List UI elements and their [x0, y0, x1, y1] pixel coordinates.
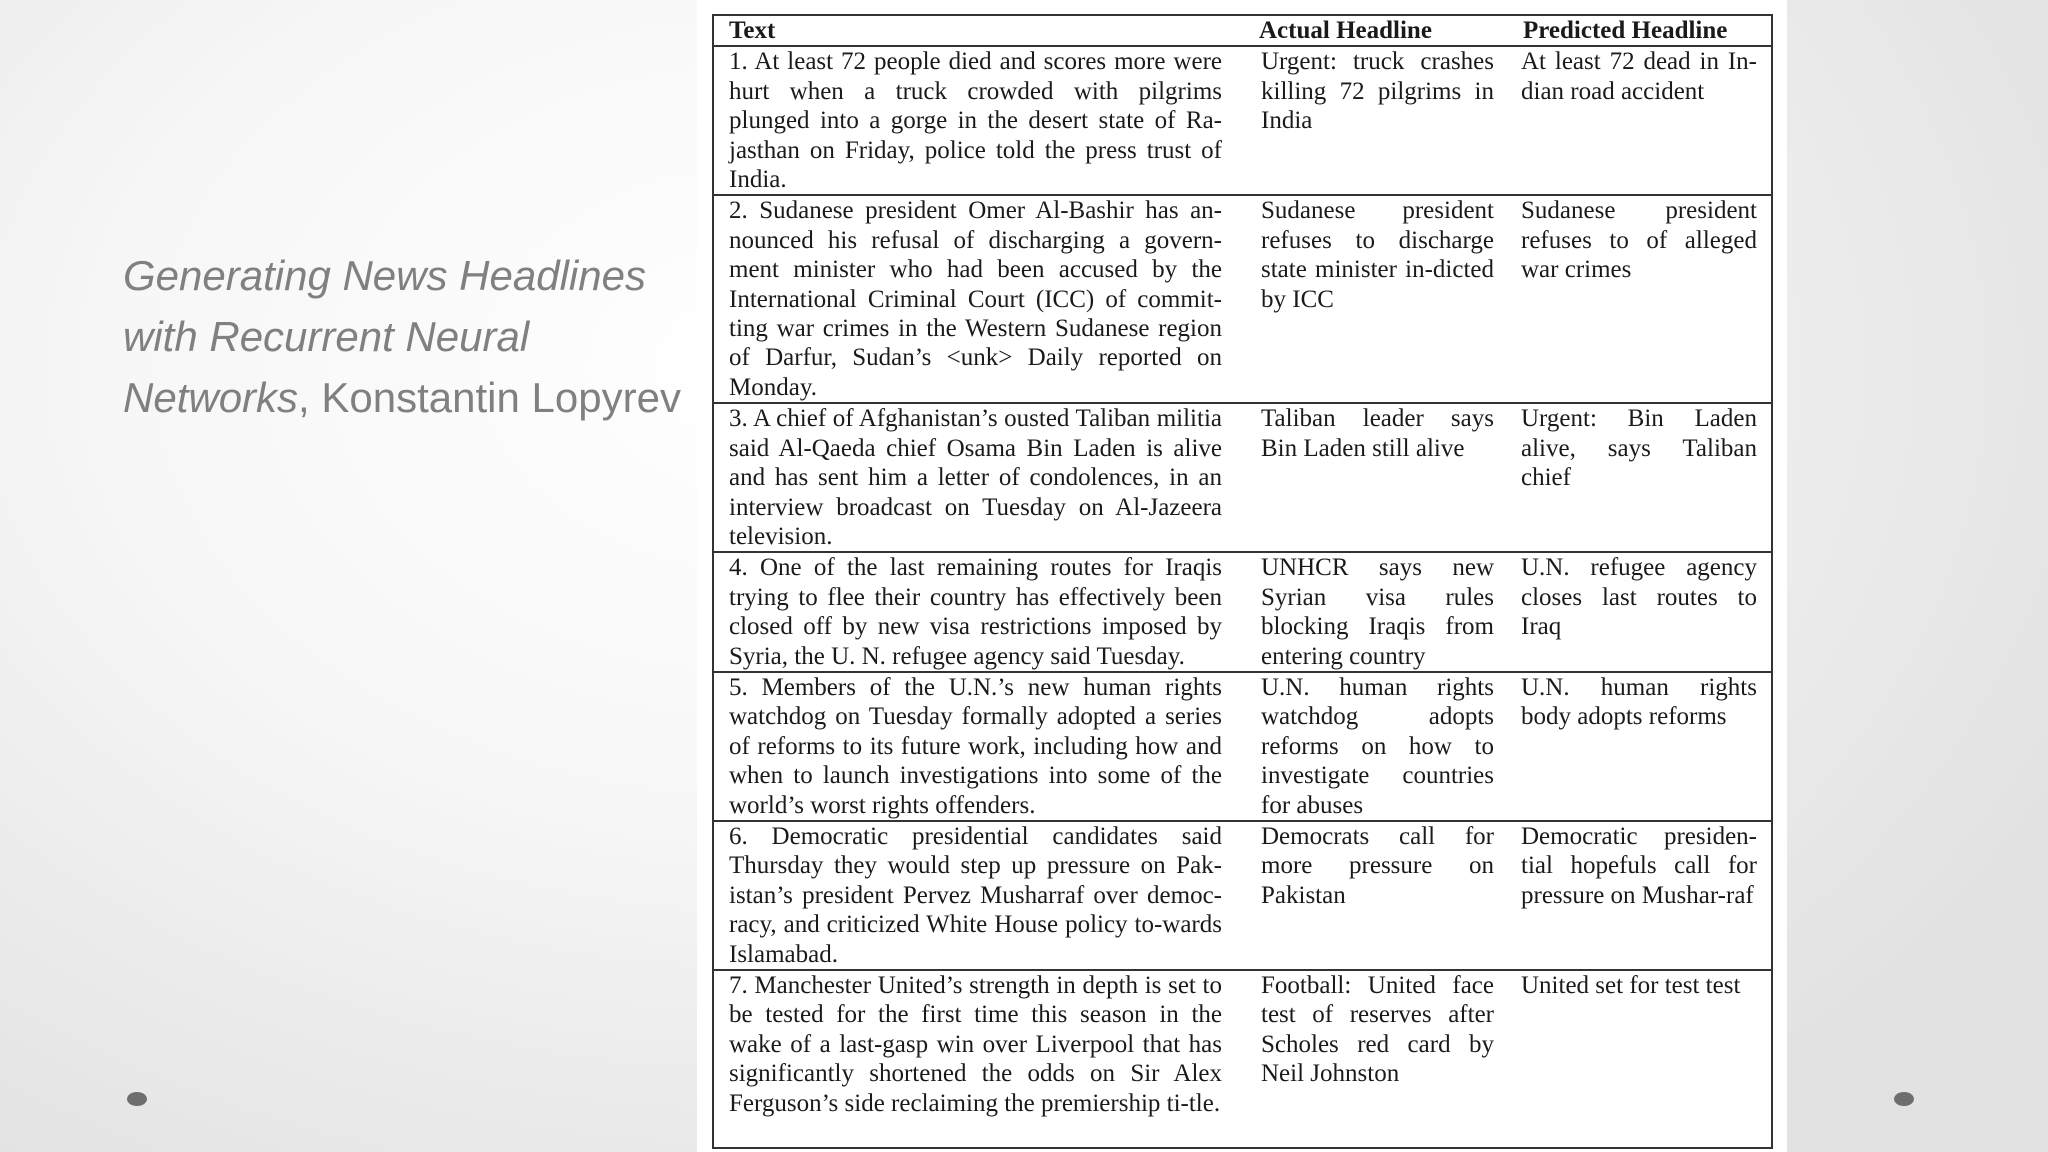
- predicted-headline-cell: United set for test test: [1521, 972, 1741, 999]
- actual-headline-cell: Urgent: truck crashes killing 72 pilgrims in India: [1244, 46, 1508, 195]
- article-text-cell: 6. Democratic presidential candidates said Thursday they would step up pressure on Pak-istan’s president Pervez Musharraf over democ-racy, and criticized White House policy to-wards Islamabad.: [713, 821, 1244, 970]
- header-predicted-headline: Predicted Headline: [1508, 15, 1772, 46]
- article-text-cell: 2. Sudanese president Omer Al-Bashir has an-nounced his refusal of discharging a govern-ment minister who had been accused by the International Criminal Court (ICC) of commit-ting war crimes in the Western Sudanese region of Darfur, Sudan’s <unk> Daily reported on Monday.: [713, 195, 1244, 403]
- paper-title: Generating News Headlines with Recurrent Neural Networks: [123, 252, 646, 421]
- actual-headline-cell: Sudanese president refuses to discharge state minister in-dicted by ICC: [1244, 195, 1508, 403]
- predicted-headline-cell: At least 72 dead in In-dian road accident: [1508, 46, 1772, 195]
- article-text-cell: 1. At least 72 people died and scores more were hurt when a truck crowded with pilgrims plunged into a gorge in the desert state of Ra-jasthan on Friday, police told the press trust of India.: [713, 46, 1244, 195]
- predicted-headline-cell: U.N. refugee agency closes last routes to Iraq: [1508, 552, 1772, 672]
- table-row: [713, 970, 1772, 1148]
- predicted-headline-cell: Democratic presiden-tial hopefuls call for pressure on Mushar-raf: [1508, 821, 1772, 970]
- actual-headline-cell: Democrats call for more pressure on Pakistan: [1244, 821, 1508, 970]
- slide-nav-dot-right: [1894, 1092, 1914, 1106]
- slide-nav-dot-left: [127, 1092, 147, 1106]
- table-row: [713, 821, 1772, 970]
- predicted-headline-cell: U.N. human rights body adopts reforms: [1508, 672, 1772, 821]
- table-header-row: [713, 15, 1772, 46]
- actual-headline-cell: U.N. human rights watchdog adopts reforms on how to investigate countries for abuses: [1244, 672, 1508, 821]
- actual-headline-cell: UNHCR says new Syrian visa rules blocking Iraqis from entering country: [1244, 552, 1508, 672]
- table-image-panel: [697, 0, 1787, 1152]
- table-row: [713, 46, 1772, 195]
- article-text-cell: 7. Manchester United’s strength in depth is set to be tested for the first time this season in the wake of a last-gasp win over Liverpool that has significantly shortened the odds on Sir Alex Ferguson’s side reclaiming the premiership ti-tle.: [729, 972, 1222, 1117]
- actual-headline-cell: Football: United face test of reserves after Scholes red card by Neil Johnston: [1261, 972, 1494, 1088]
- table-row: [713, 195, 1772, 403]
- article-text-cell: 4. One of the last remaining routes for Iraqis trying to flee their country has effectively been closed off by new visa restrictions imposed by Syria, the U. N. refugee agency said Tuesday.: [713, 552, 1244, 672]
- predicted-headline-cell: Sudanese president refuses to of alleged war crimes: [1508, 195, 1772, 403]
- paper-author: , Konstantin Lopyrev: [298, 374, 681, 421]
- article-text-cell: 5. Members of the U.N.’s new human rights watchdog on Tuesday formally adopted a series of reforms to its future work, including how and when to launch investigations into some of the world’s worst rights offenders.: [713, 672, 1244, 821]
- table-row: [713, 552, 1772, 672]
- header-text: Text: [713, 15, 1244, 46]
- header-actual-headline: Actual Headline: [1244, 15, 1508, 46]
- predicted-headline-cell: Urgent: Bin Laden alive, says Taliban chief: [1508, 403, 1772, 552]
- slide-caption: [123, 245, 683, 428]
- headlines-table: [712, 14, 1773, 1149]
- table-row: [713, 672, 1772, 821]
- article-text-cell: 3. A chief of Afghanistan’s ousted Taliban militia said Al-Qaeda chief Osama Bin Laden is alive and has sent him a letter of condolences, in an interview broadcast on Tuesday on Al-Jazeera television.: [713, 403, 1244, 552]
- actual-headline-cell: Taliban leader says Bin Laden still alive: [1244, 403, 1508, 552]
- table-row: [713, 403, 1772, 552]
